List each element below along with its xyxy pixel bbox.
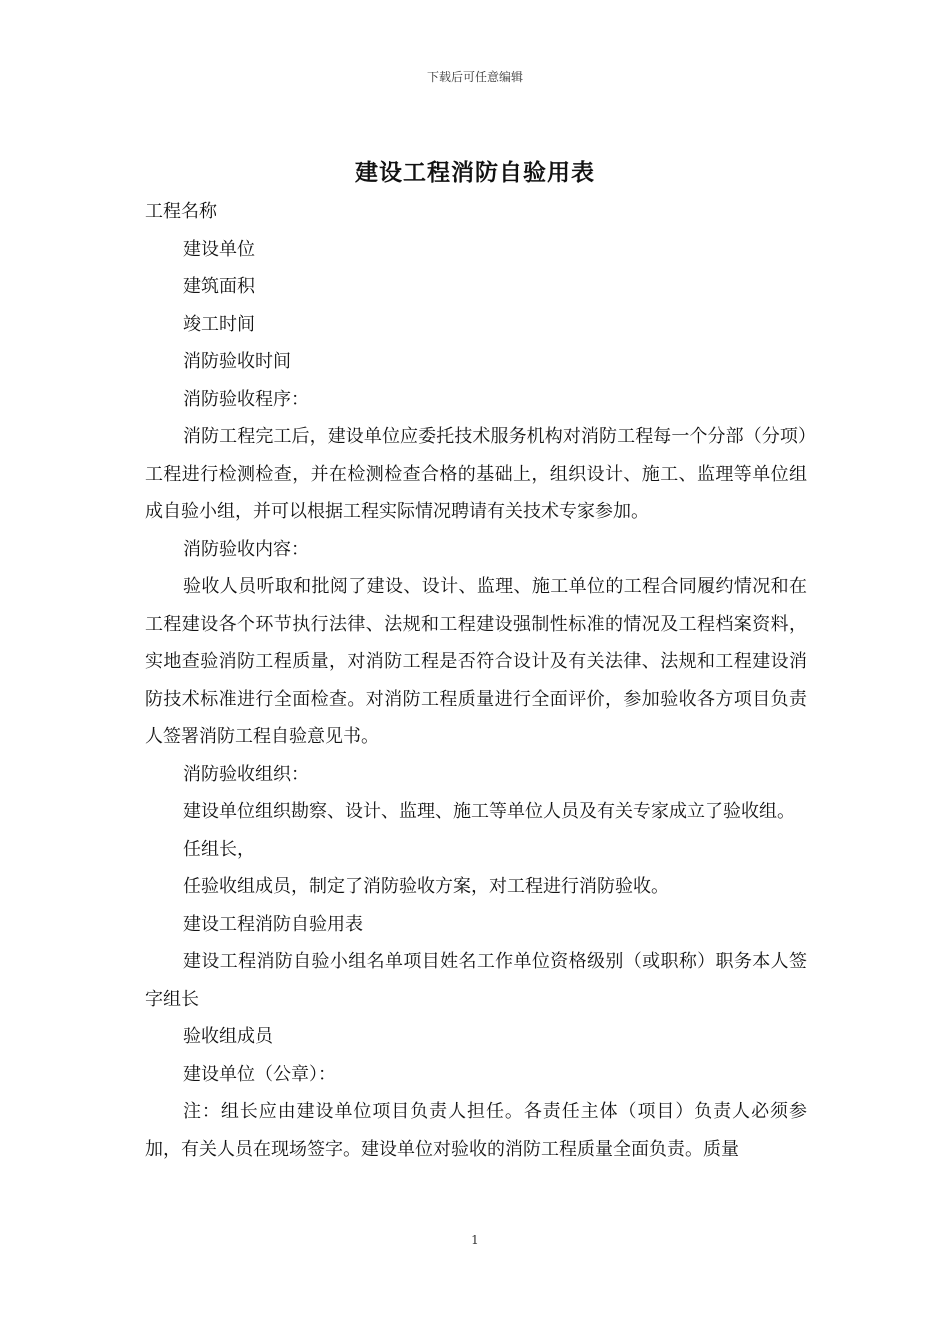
paragraph-organization-text: 建设单位组织勘察、设计、监理、施工等单位人员及有关专家成立了验收组。 [183,801,795,822]
page-number: 1 [471,1233,479,1247]
paragraph-team-roster: 建设工程消防自验小组名单项目姓名工作单位资格级别（或职称）职务本人签字组长 [145,951,807,1010]
paragraph-organization-heading: 消防验收组织： [183,763,309,785]
paragraph-form-title: 建设工程消防自验用表 [183,913,363,935]
paragraph-procedure-text: 消防工程完工后，建设单位应委托技术服务机构对消防工程每一个分部（分项）工程进行检测检查，并在检测检查合格的基础上，组织设计、施工、监理等单位组成自验小组，并可以根据工程实际情况聘请有关技术专家参加。 [145,426,807,522]
paragraph-team-members: 任验收组成员，制定了消防验收方案，对工程进行消防验收。 [183,876,669,897]
paragraph-building-area: 建筑面积 [183,276,255,297]
paragraph-note: 注：组长应由建设单位项目负责人担任。各责任主体（项目）负责人必须参加，有关人员在现场签字。建设单位对验收的消防工程质量全面负责。质量 [145,1101,807,1160]
document-body [145,193,807,1168]
paragraph-official-seal: 建设单位（公章）： [183,1063,336,1085]
paragraph-team-leader: 任组长， [183,838,255,860]
paragraph-acceptance-time: 消防验收时间 [183,351,291,372]
paragraph-content-heading: 消防验收内容： [183,538,309,560]
document-title: 建设工程消防自验用表 [355,159,595,186]
paragraph-project-name: 工程名称 [145,201,217,222]
header-note: 下载后可任意编辑 [426,70,523,84]
paragraph-content-text: 验收人员听取和批阅了建设、设计、监理、施工单位的工程合同履约情况和在工程建设各个环节执行法律、法规和工程建设强制性标准的情况及工程档案资料，实地查验消防工程质量，对消防工程是否符合设计及有关法律、法规和工程建设消防技术标准进行全面检查。对消防工程质量进行全面评价，参加验收各方项目负责人签署消防工程自验意见书。 [145,576,807,747]
paragraph-construction-unit: 建设单位 [183,238,255,260]
paragraph-procedure-heading: 消防验收程序： [183,388,309,410]
paragraph-acceptance-members: 验收组成员 [183,1026,273,1047]
paragraph-completion-time: 竣工时间 [183,313,255,335]
